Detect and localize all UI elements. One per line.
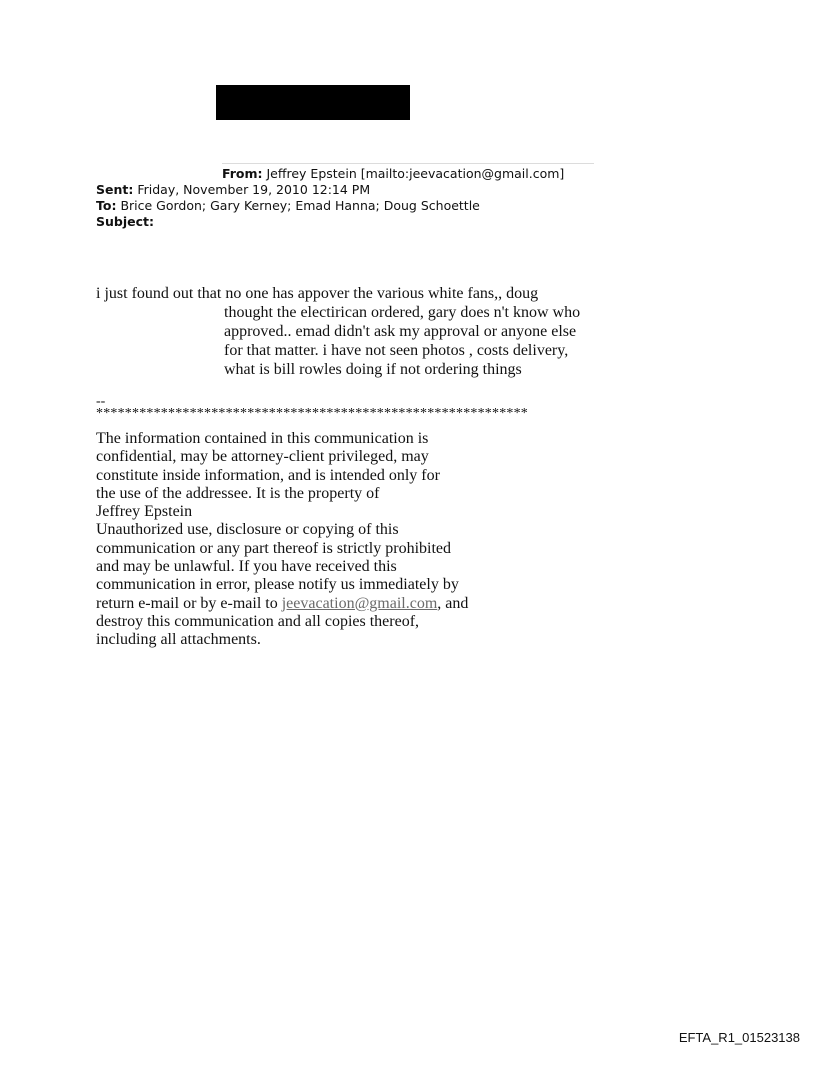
- header-divider: [222, 163, 594, 164]
- to-label: To:: [96, 198, 117, 213]
- email-body: [96, 284, 616, 379]
- disclaimer-line: constitute inside information, and is intended only for: [96, 466, 440, 484]
- disclaimer-line: communication or any part thereof is strictly prohibited: [96, 539, 452, 557]
- body-line: approved.. emad didn't ask my approval or anyone else: [224, 323, 577, 340]
- body-line: thought the electirican ordered, gary does n't know who: [224, 304, 581, 321]
- confidentiality-disclaimer: [96, 430, 536, 650]
- from-label: From:: [222, 166, 263, 181]
- body-line: for that matter. i have not seen photos , costs delivery,: [224, 342, 569, 359]
- signature-dash: --: [96, 394, 106, 409]
- document-id: EFTA_R1_01523138: [678, 1030, 800, 1045]
- to-value: Brice Gordon; Gary Kerney; Emad Hanna; Doug Schoettle: [120, 198, 480, 213]
- sent-value: Friday, November 19, 2010 12:14 PM: [137, 182, 371, 197]
- sent-label: Sent:: [96, 182, 134, 197]
- disclaimer-line: the use of the addressee. It is the property of: [96, 484, 380, 502]
- disclaimer-line: The information contained in this communication is: [96, 430, 429, 447]
- sent-line: [96, 182, 370, 198]
- disclaimer-line-with-email: [96, 595, 536, 613]
- return-prefix: return e-mail or by e-mail to: [96, 594, 282, 612]
- subject-label: Subject:: [96, 214, 154, 229]
- signature-stars: ************************************************************: [96, 406, 528, 421]
- from-value: Jeffrey Epstein [mailto:jeevacation@gmail.com]: [266, 166, 565, 181]
- disclaimer-line: communication in error, please notify us immediately by: [96, 576, 459, 594]
- body-line: i just found out that no one has appover the various white fans,, doug: [96, 285, 539, 302]
- disclaimer-line: and may be unlawful. If you have received this: [96, 558, 397, 576]
- disclaimer-line: Unauthorized use, disclosure or copying of this: [96, 521, 399, 539]
- disclaimer-line: confidential, may be attorney-client privileged, may: [96, 448, 429, 466]
- body-line: what is bill rowles doing if not ordering things: [224, 361, 522, 378]
- return-suffix: , and: [437, 594, 469, 612]
- to-line: [96, 198, 480, 214]
- subject-line: [96, 214, 154, 230]
- disclaimer-line: destroy this communication and all copies thereof,: [96, 612, 420, 630]
- disclaimer-line: including all attachments.: [96, 631, 261, 649]
- from-line: [222, 166, 564, 182]
- email-link[interactable]: jeevacation@gmail.com: [281, 594, 438, 612]
- disclaimer-line: Jeffrey Epstein: [96, 503, 193, 521]
- redaction-block: [216, 85, 410, 120]
